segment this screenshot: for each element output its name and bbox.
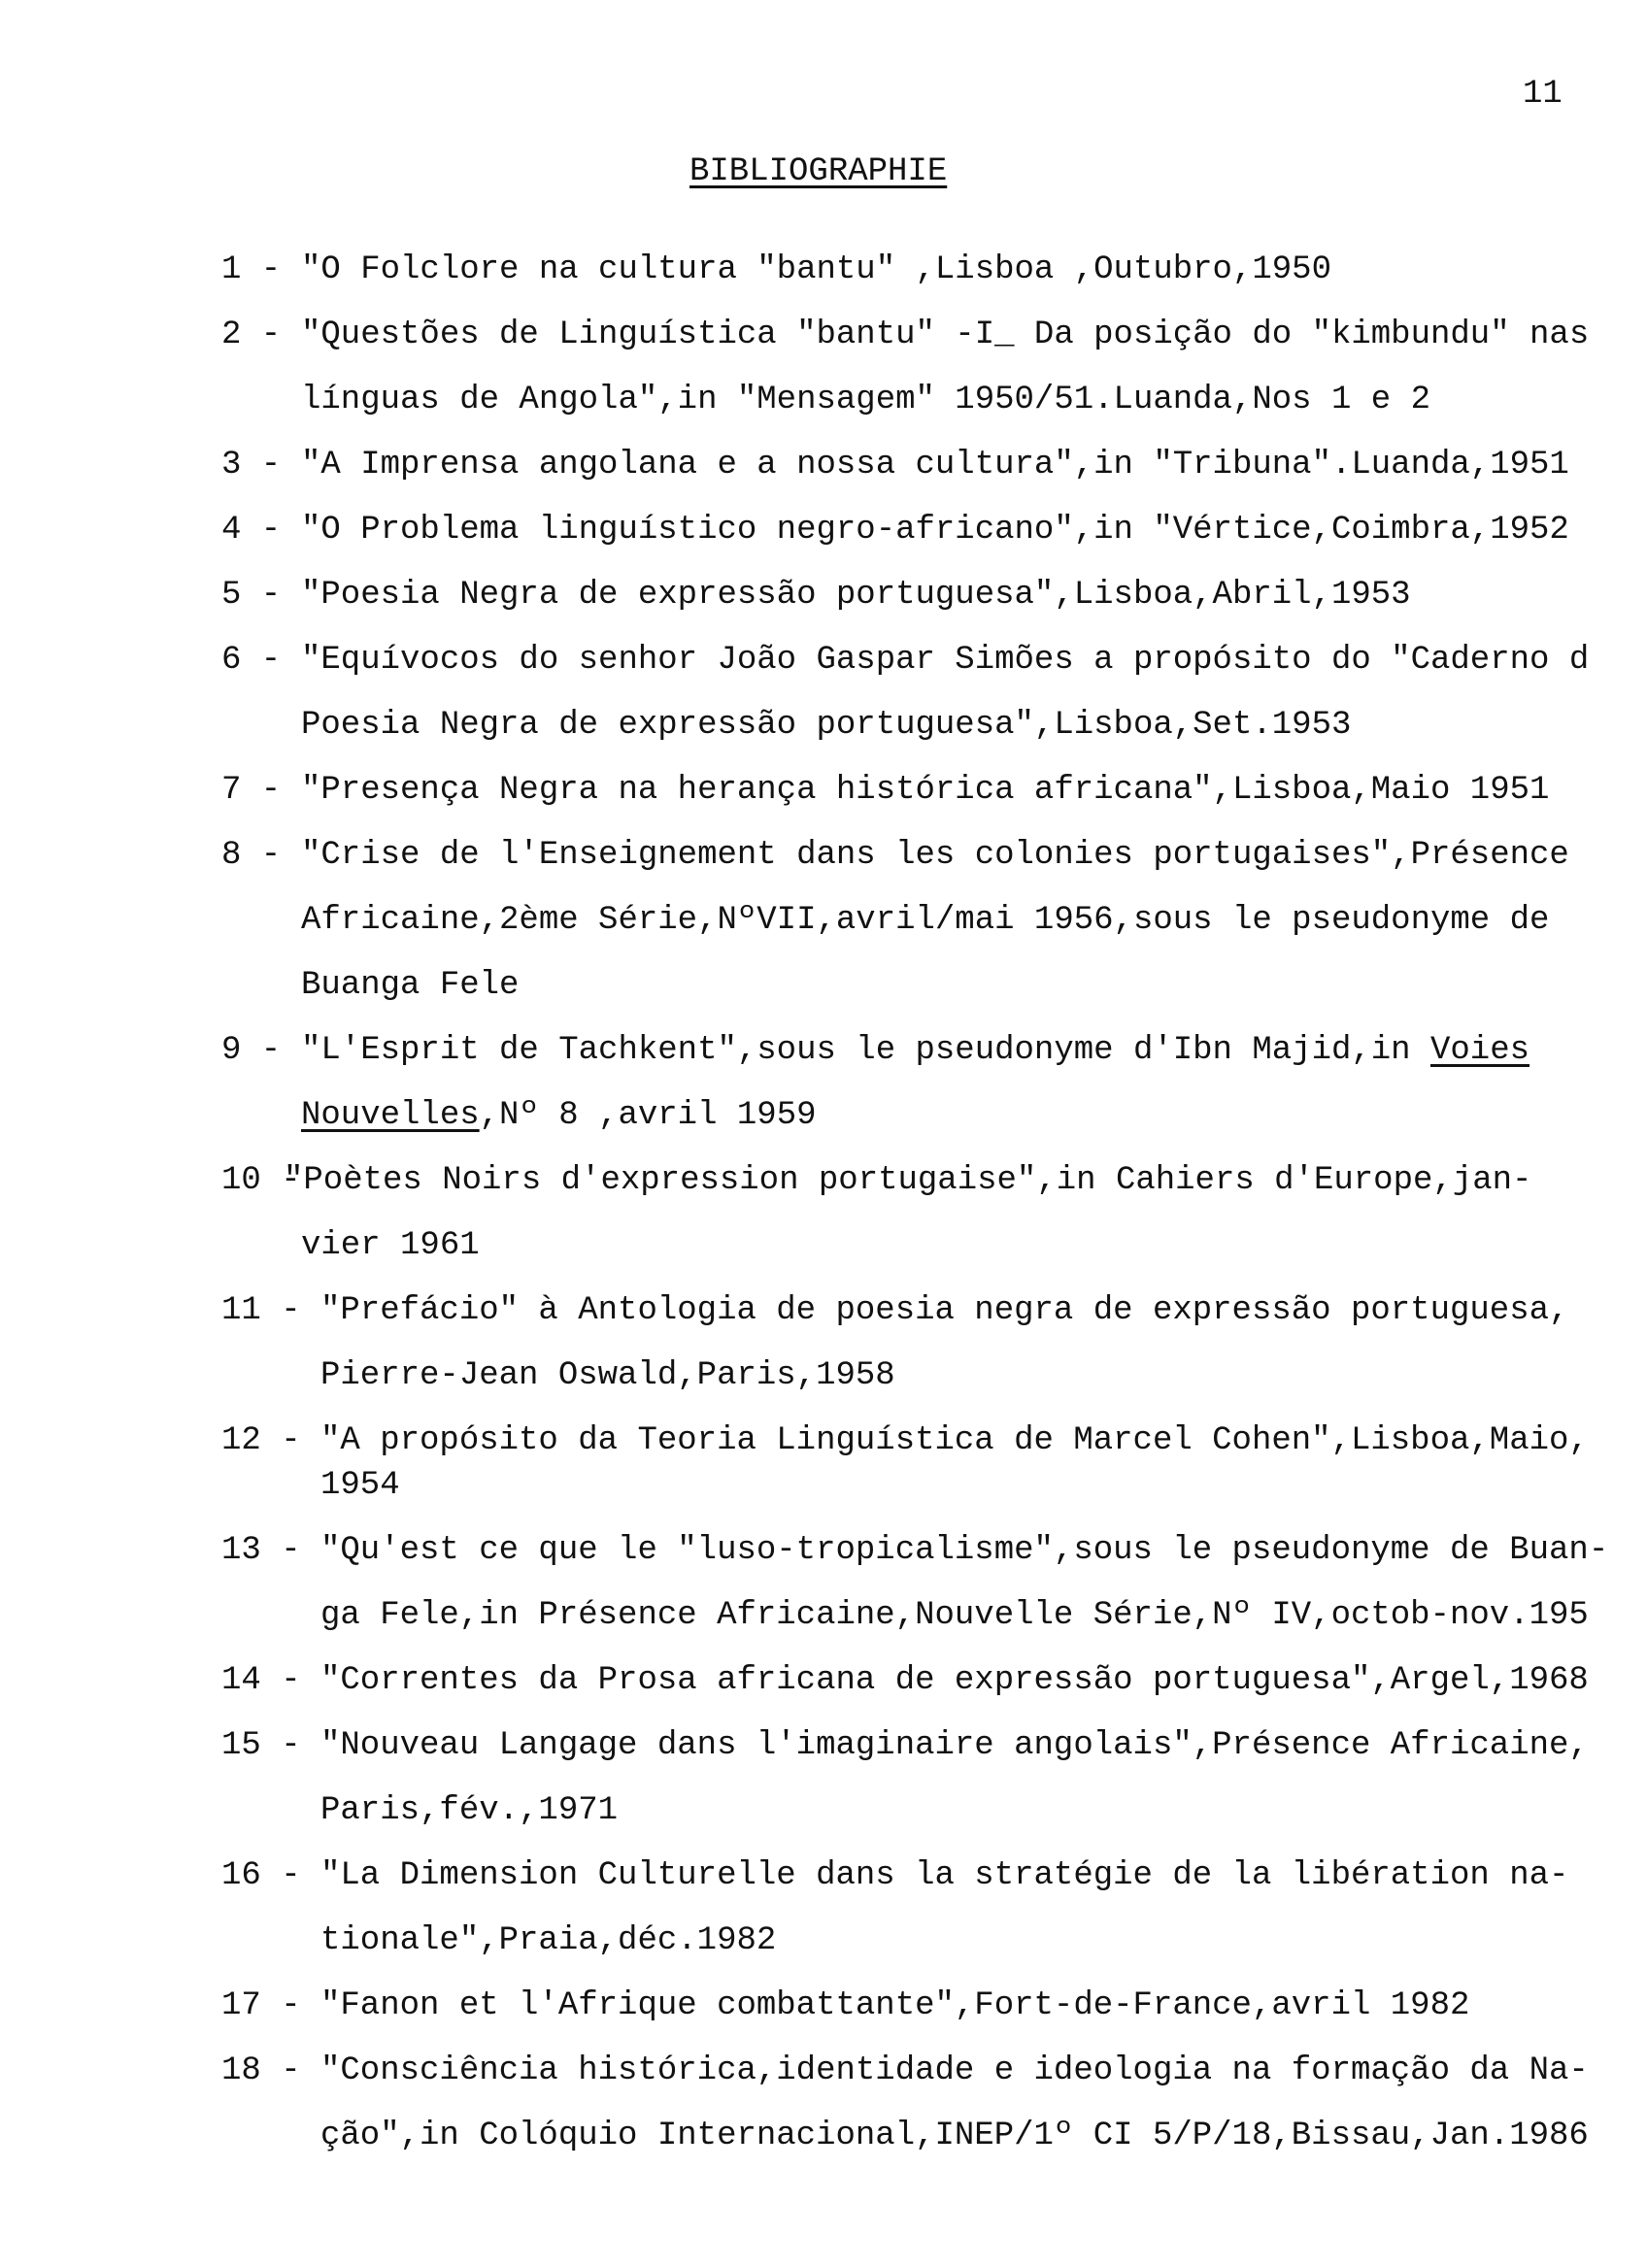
entry-number: 5 - [221,577,282,614]
entry-number: 14 - [221,1662,301,1699]
entry-number: 10 - [221,1162,301,1199]
entry-text-line: "Fanon et l'Afrique combattante",Fort-de-France,avril 1982 [320,1987,1470,2024]
entry-text-line: "Presença Negra na herança histórica africana",Lisboa,Maio 1951 [301,772,1550,809]
entry-number: 15 - [221,1727,301,1764]
entry-number: 17 - [221,1987,301,2024]
entry-number: 2 - [221,317,282,353]
entry-number: 12 - [221,1422,301,1459]
entry-text-line: Pierre-Jean Oswald,Paris,1958 [320,1357,895,1394]
journal-title-underlined: Nouvelles [301,1097,480,1134]
entry-number: 4 - [221,512,282,549]
entry-text-line: línguas de Angola",in "Mensagem" 1950/51.Luanda,Nos 1 e 2 [301,382,1430,418]
entry-number: 8 - [221,837,282,874]
entry-text-segment: ,Nº 8 ,avril 1959 [479,1097,817,1134]
entry-text-line: "La Dimension Culturelle dans la stratégie de la libération na- [320,1857,1569,1894]
entry-text-line: "Crise de l'Enseignement dans les colonies portugaises",Présence [301,837,1569,874]
entry-text-line: ga Fele,in Présence Africaine,Nouvelle Série,Nº IV,octob-nov.195 [320,1597,1589,1634]
entry-text-line: "Consciência histórica,identidade e ideologia na formação da Na- [320,2052,1589,2089]
entry-number: 18 - [221,2052,301,2089]
journal-title-underlined: Voies [1430,1032,1530,1069]
entry-text-line: vier 1961 [301,1227,480,1264]
entry-text-line: "Qu'est ce que le "luso-tropicalisme",sous le pseudonyme de Buan- [320,1532,1609,1569]
entry-text-line: "Correntes da Prosa africana de expressão portuguesa",Argel,1968 [320,1662,1589,1699]
entry-text-line [301,1096,817,1135]
entry-text-line: "O Problema linguístico negro-africano",in "Vértice,Coimbra,1952 [301,512,1569,549]
entry-text-line: "Nouveau Langage dans l'imaginaire angolais",Présence Africaine, [320,1727,1589,1764]
entry-text-segment: "L'Esprit de Tachkent",sous le pseudonyme d'Ibn Majid,in [301,1032,1430,1069]
entry-number: 16 - [221,1857,301,1894]
entry-text-line: Africaine,2ème Série,NºVII,avril/mai 1956,sous le pseudonyme de [301,902,1550,939]
entry-text-line: Poesia Negra de expressão portuguesa",Lisboa,Set.1953 [301,707,1352,744]
entry-text-line: "Poètes Noirs d'expression portugaise",in Cahiers d'Europe,jan- [284,1162,1532,1199]
entry-text-line: Paris,fév.,1971 [320,1792,619,1829]
entry-number: 13 - [221,1532,301,1569]
entry-text-line [301,1031,1529,1070]
entry-text-line: ção",in Colóquio Internacional,INEP/1º CI 5/P/18,Bissau,Jan.1986 [320,2118,1589,2154]
entry-text-line: "A Imprensa angolana e a nossa cultura",in "Tribuna".Luanda,1951 [301,447,1569,484]
entry-text-line: tionale",Praia,déc.1982 [320,1922,777,1959]
entry-number: 7 - [221,772,282,809]
entry-number: 9 - [221,1032,282,1069]
entry-number: 3 - [221,447,282,484]
entry-text-line: 1954 [320,1467,400,1504]
entry-number: 11 - [221,1292,301,1329]
entry-text-line: "Poesia Negra de expressão portuguesa",Lisboa,Abril,1953 [301,577,1411,614]
entry-text-line: "Questões de Linguística "bantu" -I_ Da posição do "kimbundu" nas [301,317,1590,353]
entry-number: 6 - [221,642,282,679]
entry-text-line: "O Folclore na cultura "bantu" ,Lisboa ,Outubro,1950 [301,251,1331,288]
entry-number: 1 - [221,251,282,288]
entry-text-line: "Equívocos do senhor João Gaspar Simões a propósito do "Caderno d [301,642,1590,679]
entry-text-line: Buanga Fele [301,967,520,1004]
page-number: 11 [1523,76,1563,113]
entry-text-line: "Prefácio" à Antologia de poesia negra de expressão portuguesa, [320,1292,1569,1329]
entry-text-line: "A propósito da Teoria Linguística de Marcel Cohen",Lisboa,Maio, [320,1422,1589,1459]
page-title: BIBLIOGRAPHIE [689,153,948,190]
